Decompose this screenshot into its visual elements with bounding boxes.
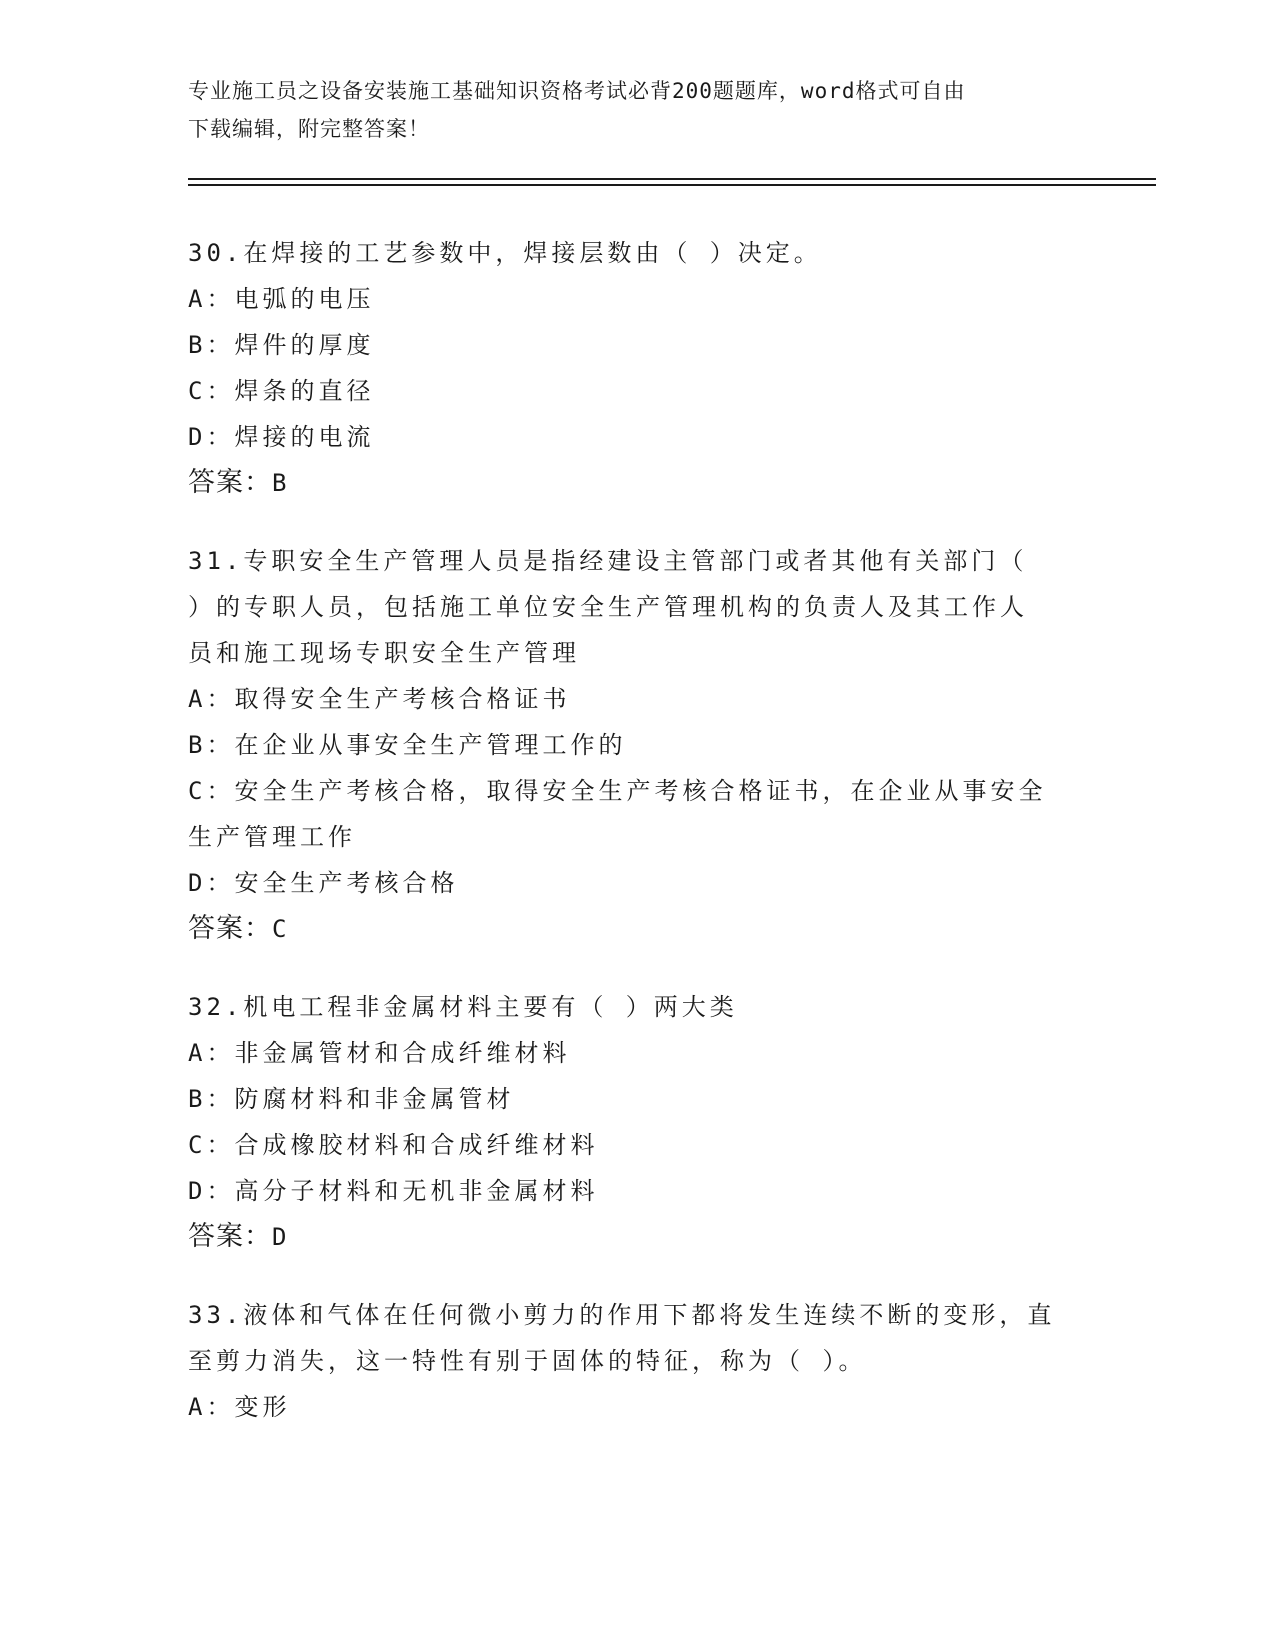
question-stem: 32.机电工程非金属材料主要有（ ）两大类 [188, 993, 738, 1021]
question-stem: 31.专职安全生产管理人员是指经建设主管部门或者其他有关部门（ [188, 547, 1028, 575]
header-rule-bottom [188, 184, 1156, 186]
option-c: C：焊条的直径 [188, 377, 375, 405]
option-a: A：电弧的电压 [188, 285, 375, 313]
question-stem: 员和施工现场专职安全生产管理 [188, 639, 580, 667]
answer-value: B [272, 469, 288, 497]
answer-value: C [272, 915, 288, 943]
option-b: B：在企业从事安全生产管理工作的 [188, 731, 627, 759]
option-a: A：非金属管材和合成纤维材料 [188, 1039, 571, 1067]
option-d: D：安全生产考核合格 [188, 869, 459, 897]
question-stem: 至剪力消失，这一特性有别于固体的特征，称为（ ）。 [188, 1347, 867, 1375]
document-header [188, 72, 1088, 148]
option-d: D：焊接的电流 [188, 423, 375, 451]
answer-value: D [272, 1223, 288, 1251]
question-31 [188, 538, 1088, 952]
question-list [188, 230, 1088, 1462]
answer-label: 答案： [188, 913, 272, 944]
answer-label: 答案： [188, 1221, 272, 1252]
answer-label: 答案： [188, 467, 272, 498]
header-line-1: 专业施工员之设备安装施工基础知识资格考试必背200题题库，word格式可自由 [188, 79, 966, 103]
option-b: B：防腐材料和非金属管材 [188, 1085, 515, 1113]
option-a: A：取得安全生产考核合格证书 [188, 685, 571, 713]
question-33 [188, 1292, 1088, 1430]
question-30 [188, 230, 1088, 506]
option-c: C：安全生产考核合格，取得安全生产考核合格证书，在企业从事安全 [188, 777, 1047, 805]
header-rule-top [188, 178, 1156, 180]
option-c: C：合成橡胶材料和合成纤维材料 [188, 1131, 599, 1159]
option-b: B：焊件的厚度 [188, 331, 375, 359]
question-stem: ）的专职人员，包括施工单位安全生产管理机构的负责人及其工作人 [188, 593, 1028, 621]
option-a: A：变形 [188, 1393, 291, 1421]
option-c-continued: 生产管理工作 [188, 823, 356, 851]
question-stem: 30.在焊接的工艺参数中，焊接层数由（ ）决定。 [188, 239, 822, 267]
answer-line [188, 906, 1088, 952]
answer-line [188, 460, 1088, 506]
question-32 [188, 984, 1088, 1260]
answer-line [188, 1214, 1088, 1260]
option-d: D：高分子材料和无机非金属材料 [188, 1177, 599, 1205]
question-stem: 33.液体和气体在任何微小剪力的作用下都将发生连续不断的变形，直 [188, 1301, 1056, 1329]
header-line-2: 下载编辑，附完整答案！ [188, 117, 430, 141]
